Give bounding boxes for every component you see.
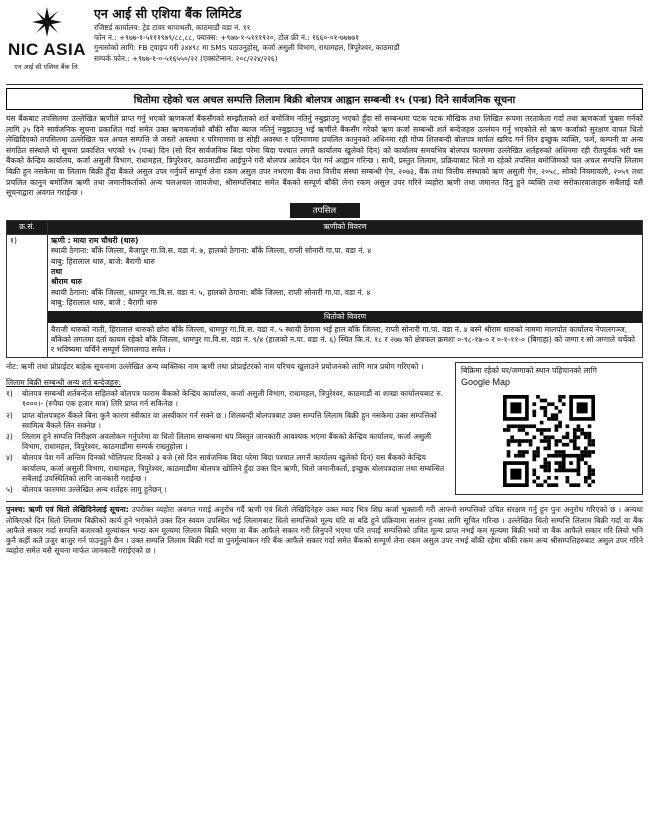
term-number: ३) bbox=[6, 432, 13, 442]
serial-header: क्र.सं. bbox=[7, 220, 48, 234]
borrower-line: बाबु: हिरालाल थारु, बाजे : बैरागी थारु bbox=[51, 298, 158, 308]
notes-left bbox=[6, 362, 455, 495]
google-map-label: Google Map bbox=[461, 377, 511, 388]
postscript-section bbox=[6, 501, 643, 556]
table-header-row bbox=[7, 220, 643, 234]
term-number: १) bbox=[6, 389, 13, 399]
term-item bbox=[6, 432, 447, 452]
phone-fax-line: फोन नं.: +९७७-१-५१११९७९/८८,८८, फ्याक्स: +९७७-१-५१११९२०, टोल फ्री नं.: १६६०-०१-७७७७१ bbox=[94, 33, 360, 43]
location-qr-box bbox=[455, 362, 643, 495]
borrower-line: स्थायी ठेगाना: बाँके जिल्ला, धामपुर गा.वि.स. वडा नं. ५, हालको ठेगाना: बाँके जिल्ला, राप्ती सोनारी गा.पा. वडा नं. ४ bbox=[51, 287, 371, 297]
bank-header bbox=[6, 4, 643, 85]
logo-subtitle: एन आई सी एशिया बैंक लि. bbox=[14, 63, 80, 71]
bank-contact-info bbox=[88, 4, 643, 84]
term-number: ५) bbox=[6, 485, 13, 495]
collateral-detail: बैराजी थारुको नाती, हिरालाल थारुको छोरा बाँके जिल्ला, धामपुर गा.वि.स. वडा नं. ५ स्थायी ठेगाना भई हाल बाँके जिल्ला, राप्ती सोनारी गा.पा. वडा नं. ४ बस्ने श्रीराम थारुको नाममा मालपोत कार्यालय नेपालगञ्ज, बाँकेको लगतमा दर्ता कायम रहेको बाँके जिल्ला, धामपुर गा.वि.स. वडा नं. ९/४ (हालको न.पा. वडा नं. ६) स्थित कि.नं. १८ र २७७ को क्षेत्रफल क्रमशः ०-९८-१७-० र ०-१-११-० (बिगाहा) को जग्गा र सो जग्गाले चर्चेको र भविष्यमा चर्चिने सम्पूर्ण लिगलगाउ समेत । bbox=[51, 324, 635, 355]
contact-phone-line: सम्पर्क फोन.: +९७७-१-०-५१६५५०/२२ (एक्सटेन्सन: २०८/२२४/२२६) bbox=[94, 53, 278, 63]
term-text: बोलपत्र सम्बन्धी शर्तबन्देज सहितको बोलपत्र फाराम बैंकको केन्द्रिय कार्यालय, कर्जा असुली विभाग, राधामहल, त्रिपुरेश्वर, काठमाडौं वा शाखा कार्यालयबाट रु. १०००।- (रुपैया एक हजार मात्र) तिरि प्राप्त गर्न सकिनेछ । bbox=[22, 389, 444, 409]
borrower-detail-cell bbox=[48, 234, 643, 357]
qr-caption: बिक्रिमा रहेको घर/जग्गाको स्थान पहिचानको लागि bbox=[461, 365, 597, 375]
postscript-title: पुनश्च: ऋणी एवं धितो लेखिदिनेलाई सूचना: bbox=[6, 505, 129, 515]
registered-office-line: रजिष्टर्ड कार्यालय: ट्रेड टावर थापाथली, काठमाडौं वडा नं. ११ bbox=[94, 23, 251, 32]
notice-title: धितोमा रहेको चल अचल सम्पत्ति लिलाम बिक्री बोलपत्र आह्वान सम्बन्धी १५ (पन्ध्र) दिने सार्वजनिक सूचना bbox=[6, 88, 643, 110]
term-item bbox=[6, 411, 447, 431]
schedule-table bbox=[6, 220, 643, 358]
term-text: प्राप्त बोलपत्रहरु बैंकले बिना कुनै कारण स्वीकार वा अस्वीकार गर्न सक्ने छ । शिलबन्दी बोलपत्रबाट उक्त सम्पत्ति लिलाम बिक्री हुन नसकेमा उक्त सम्पत्तिको स्वामित्व बैंकले लिन सक्नेछ । bbox=[22, 410, 437, 430]
borrower-line: स्थायी ठेगाना: बाँके जिल्ला, बैजापुर गा.वि.स. वडा नं. ७, हालको ठेगाना: बाँके जिल्ला, राप्ती सोनारी गा.पा. वडा नं. ४ bbox=[51, 246, 372, 256]
notes-section bbox=[6, 362, 643, 495]
serial-cell: १) bbox=[7, 234, 48, 357]
schedule-label: तपसिल bbox=[290, 203, 360, 218]
borrower-lines bbox=[51, 236, 639, 309]
term-text: बोलपत्र फारममा उल्लेखित अन्य शर्तहरु लागु हुनेछन् । bbox=[22, 485, 167, 495]
qr-code-icon[interactable] bbox=[503, 395, 595, 487]
term-item bbox=[6, 453, 447, 484]
borrower-line: ऋणी : माया राम चौधरी (थारु) bbox=[51, 235, 139, 245]
bank-name: एन आई सी एशिया बैंक लिमिटेड bbox=[94, 6, 242, 21]
borrower-line: श्रीराम थारु bbox=[51, 277, 82, 287]
intro-paragraph: यस बैंकबाट तपसिलमा उल्लेखित ऋणीले प्राप्त गर्नु भएको ऋणकर्जा बैंकसँगको सम्झौताको शर्त बमोजिम नतिर्नु नबुझाउनु भएको हुँदा सो सम्बन्धमा पटक पटक मौखिक तथा लिखित रूपमा तरताकेता गर्दा तथा ऋणकर्जा चुक्ता गर्नको लागि ३५ दिने सार्वजनिक सूचना प्रकाशित गर्दा समेत उक्त ऋणकर्जाको बाँकी साँवा ब्याज नतिर्नु नबुझाउनु भई ऋणीले बैंकसँग गरेको ऋण कर्जा सम्बन्धी शर्त बन्देजहरु उल्लंघन गर्नु भएकोले सो ऋण कर्जाको सुरक्षण वापत धितो लेखिदिएको तपसिलमा उल्लेखित चल अचल सम्पत्ति जे जस्तो अवस्था र परिमाणमा छ सोही अवस्था र परिमाणमा प्रचलित कानुनको अधिनमा रही गोप्य शिलबन्दी बोलपत्र मार्फत खरिद गर्न लिन इच्छुक व्यक्ति, फर्म, कम्पनी वा अन्य संगठित संस्थाले यो सूचना प्रकाशित भएको १५ (पन्ध्र) दिन (सो दिन सार्वजनिक बिदा परेमा बिदा पश्चात लगत्तै कार्यालय खुलेको दिन) को कार्यालय समयभित्र बोलपत्र फारममा उल्लेखित शर्तहरुको अधिनमा रही रीतपूर्वक भरी यस बैंकको केन्द्रिय कार्यालय, कर्जा असुली विभाग, राधामहल, त्रिपुरेश्वर, काठमाडौंमा आईपुग्ने गरी बोलपत्र आवेदन पेश गर्न आह्वान गरिन्छ । साथै, प्रस्तुत लिलाम, प्रक्रियाबाट धितो मा रहेको तपसिल बमोजिमको चल अचल सम्पत्ति लिलाम बिक्री हुन नसकेमा वा लिलाम बिक्री हुँदा बैंकले असुल उपर गर्नुपर्ने सम्पूर्ण लेना रकम असुल उपर नभएमा बैंक तथा वित्तीय संस्था सम्बन्धी ऐन, २०७३, बैंक तथा वित्तीय संस्थाको ऋण असुली ऐन, २०५८, सोको नियमावली, २०५९ तथा प्रचलित कानुन बमोजिम ऋणी तथा जमानीकर्ताको अन्य चलअचल जायजेथा, श्रीसम्पत्तिबाट समेत बैंकको सम्पूर्ण बाँकी लेना रकम असुल उपर गरिने व्यहोरा ऋणी तथा जमानत दिनु हुने व्यक्ति तथा सरोकारवालाहरु सबैलाई यसै सूचनाद्वारा अवगत गराईन्छ । bbox=[6, 114, 643, 198]
borrower-line: बाबु: हिरालाल थारु, बाजे: बैरागी थारु bbox=[51, 256, 155, 266]
terms-title: लिलाम बिक्री सम्बन्धी अन्य शर्त बन्देजहरु: bbox=[6, 378, 122, 388]
postscript-text: उपरोक्त व्यहोरा अवगत गराई अनुरोध गर्दै ऋणी एवं धितो लेखिदिनेहरु उक्त म्याद भित्र शिघ्र कर्जा भुक्तानी गरी आफ्नो सम्पत्तिको उचित संरक्षण गर्नु हुन पुनः अनुरोध गरिएको छ । अन्यथा तोकिएको दिन धितो लिलाम बिक्रीको कार्य हुने भएकोले उक्त दिन स्वयम उपस्थित भई लिलामबाट धितो सम्पत्तिको मूल्य घटि वा बढि हुने प्रक्रियामा सलंग्न हुनका लागि सूचित गरिन्छ । उल्लेखित धितो सम्पत्ति लिलाम बिक्री गर्दा वा बैंक आफैले सकार गर्दा सम्पत्ति बजारको मूल्यांकन भन्दा कम मूल्यमा लिलाम बिक्री भएमा वा बैंक आफैले सकार गरी लिनुपर्ने भएमा पनि तपाई सम्पत्तिको उचित मूल्य प्राप्त नभई कम मूल्यमा बिक्री भयो वा बैंक आफैले सकार गरि लियो भनि कुनै कहीं कतै उजुर बाजुर गर्न पाउनुहुने छैन । उक्त सम्पत्ति लिलाम बिक्री गर्दा वा पुनर्मूल्यांकन गरि बैंक आफैले सकार गर्दा समेत बैंकको सम्पूर्ण लेना रकम असुल उपर नभई बाँकी रहेमा बाँकी रकम अन्य श्रीसम्पत्तिहरुबाट असुल उपर गरिने व्यहोरा समेत यसै सूचना मार्फत जानकारी गराईएको छ । bbox=[6, 505, 643, 556]
nic-asia-star-icon bbox=[29, 6, 65, 38]
term-number: ४) bbox=[6, 453, 13, 463]
term-item bbox=[6, 389, 447, 409]
logo-wordmark: NIC ASIA bbox=[8, 40, 86, 59]
term-item bbox=[6, 485, 447, 495]
borrower-header: ऋणीको विवरण bbox=[48, 220, 643, 234]
bank-logo bbox=[6, 4, 88, 84]
borrower-line: तथा bbox=[51, 266, 63, 276]
note-text: नोट: ऋणी तथा प्रोप्राईटर बाहेक सूचनामा उल्लेखित अन्य व्यक्तिका नाम ऋणी तथा प्रोप्राईटरको नाम परिचय खुलाउने प्रयोजनको लागि मात्र प्रयोग गरिएको । bbox=[6, 361, 424, 371]
term-number: २) bbox=[6, 410, 13, 420]
term-text: बोलपत्र पेश गर्ने अन्तिम दिनको भोलिपल्ट दिनको ३ बजे (सो दिन सार्वजनिक बिदा परेमा बिदा पश्चात लगत्तै कार्यालय खुलेको दिन) यस बैंकको केन्द्रिय कार्यालय, कर्जा असुली विभाग, राधामहल, त्रिपुरेश्वर, काठमाडौंमा बोलपत्र खोलिने हुँदा उक्त दिन ऋणी, धितो जमानीकर्ता, इच्छुक बोलपत्रदाता तथा सम्बन्धित सबैलाई उपस्थितिको लागि जानकारी गराईन्छ । bbox=[22, 453, 445, 483]
table-row bbox=[7, 234, 643, 357]
term-text: लिलाम हुने सम्पत्ति निरीक्षण अवलोकन गर्नुपरेमा वा धितो लिलाम सम्बन्धमा थप विस्तृत जानकारी आवश्यक भएमा बैंकको केन्द्रिय कार्यालय, कर्जा असुली विभाग, राधामहल, त्रिपुरेश्वर, काठमाडौंमा सम्पर्क राख्नुहोला । bbox=[22, 432, 432, 452]
grievance-line: गुनासोको लागि: FB ट्वाइप गरी ३४४९८ मा SMS पठाउनुहोस्, कर्जा असुली विभाग, राधामहल, त्रिपुरेश्वर, काठमाडौं bbox=[94, 43, 400, 53]
collateral-heading: धितोको विवरण bbox=[48, 311, 642, 323]
